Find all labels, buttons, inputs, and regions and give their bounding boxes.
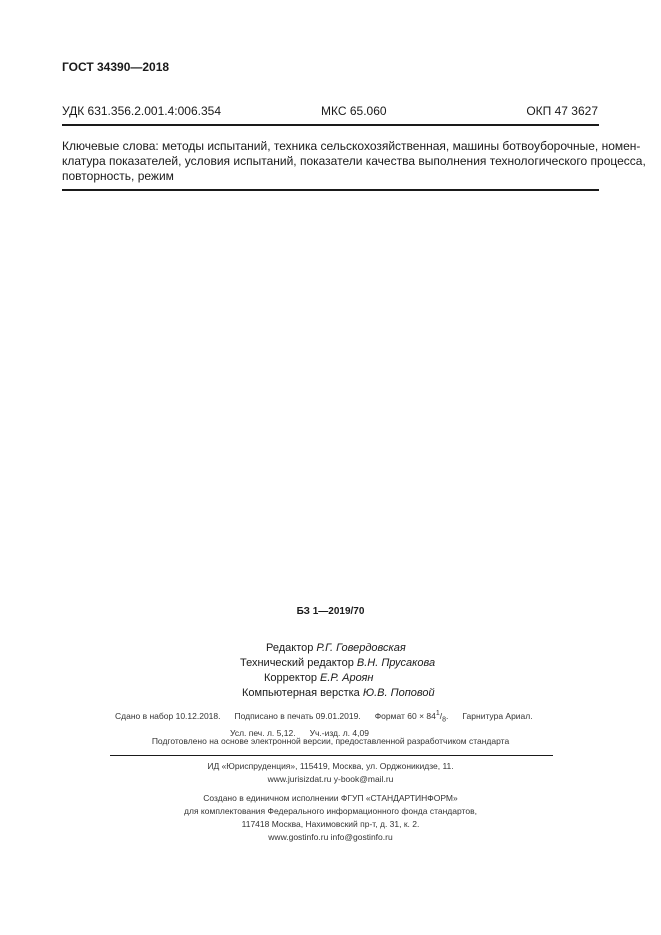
keywords-line: клатура показателей, условия испытаний, показатели качества выполнения технологического процесса, [62,154,646,168]
printing-address [0,818,661,844]
standard-number: ГОСТ 34390—2018 [62,60,170,74]
credit-name: Р.Г. Говердовская [316,642,406,654]
credit-layout [240,686,435,701]
keywords-paragraph [62,139,646,184]
typeface: Гарнитура Ариал. [462,710,533,721]
credit-corrector [240,671,435,686]
udk-code: УДК 631.356.2.001.4:006.354 [62,104,221,118]
printing-contacts: www.gostinfo.ru info@gostinfo.ru [268,832,393,842]
credit-role: Редактор [266,642,317,654]
paper-format: Формат $60 \times 84^1/_8$. [374,710,449,724]
sent-date: Сдано в набор 10.12.2018. [115,710,221,721]
credit-name: В.Н. Прусакова [356,657,436,669]
bz-number: БЗ 1—2019/70 [296,606,365,617]
signed-date: Подписано в печать 09.01.2019. [234,710,361,721]
credit-tech-editor [240,656,435,671]
credit-editor [240,641,435,656]
printing-line: Создано в единичном исполнении ФГУП «СТАНДАРТИНФОРМ» [203,793,458,803]
publication-info-row [115,707,555,727]
footer-divider [110,755,553,756]
prepared-note: Подготовлено на основе электронной версии, предоставленной разработчиком стандарта [151,736,510,746]
okp-code: ОКП 47 3627 [526,104,598,118]
mks-code: МКС 65.060 [321,104,387,118]
credit-role: Компьютерная верстка [242,687,363,699]
publisher-info [0,760,661,786]
keywords-line: Ключевые слова: методы испытаний, техника сельскохозяйственная, машины ботвоуборочные, номен- [62,139,641,153]
publisher-contacts: www.jurisizdat.ru y-book@mail.ru [267,774,394,784]
credits-block [240,641,435,701]
credit-name: Ю.В. Поповой [362,687,435,699]
credit-role: Корректор [264,672,321,684]
keywords-line: повторность, режим [62,169,174,183]
printing-address-line: 117418 Москва, Нахимовский пр-т, д. 31, к. 2. [241,819,420,829]
printing-line: для комплектования Федерального информационного фонда стандартов, [184,806,477,816]
edition-sheets: Уч.-изд. л. 4,09 [309,727,369,738]
top-divider [62,124,599,126]
printing-info [0,792,661,818]
keywords-divider [62,189,599,191]
credit-role: Технический редактор [240,657,357,669]
print-sheets: Усл. печ. л. 5,12. [230,727,296,738]
publisher-line: ИД «Юриспруденция», 115419, Москва, ул. Орджоникидзе, 11. [207,761,454,771]
credit-name: Е.Р. Ароян [320,672,374,684]
